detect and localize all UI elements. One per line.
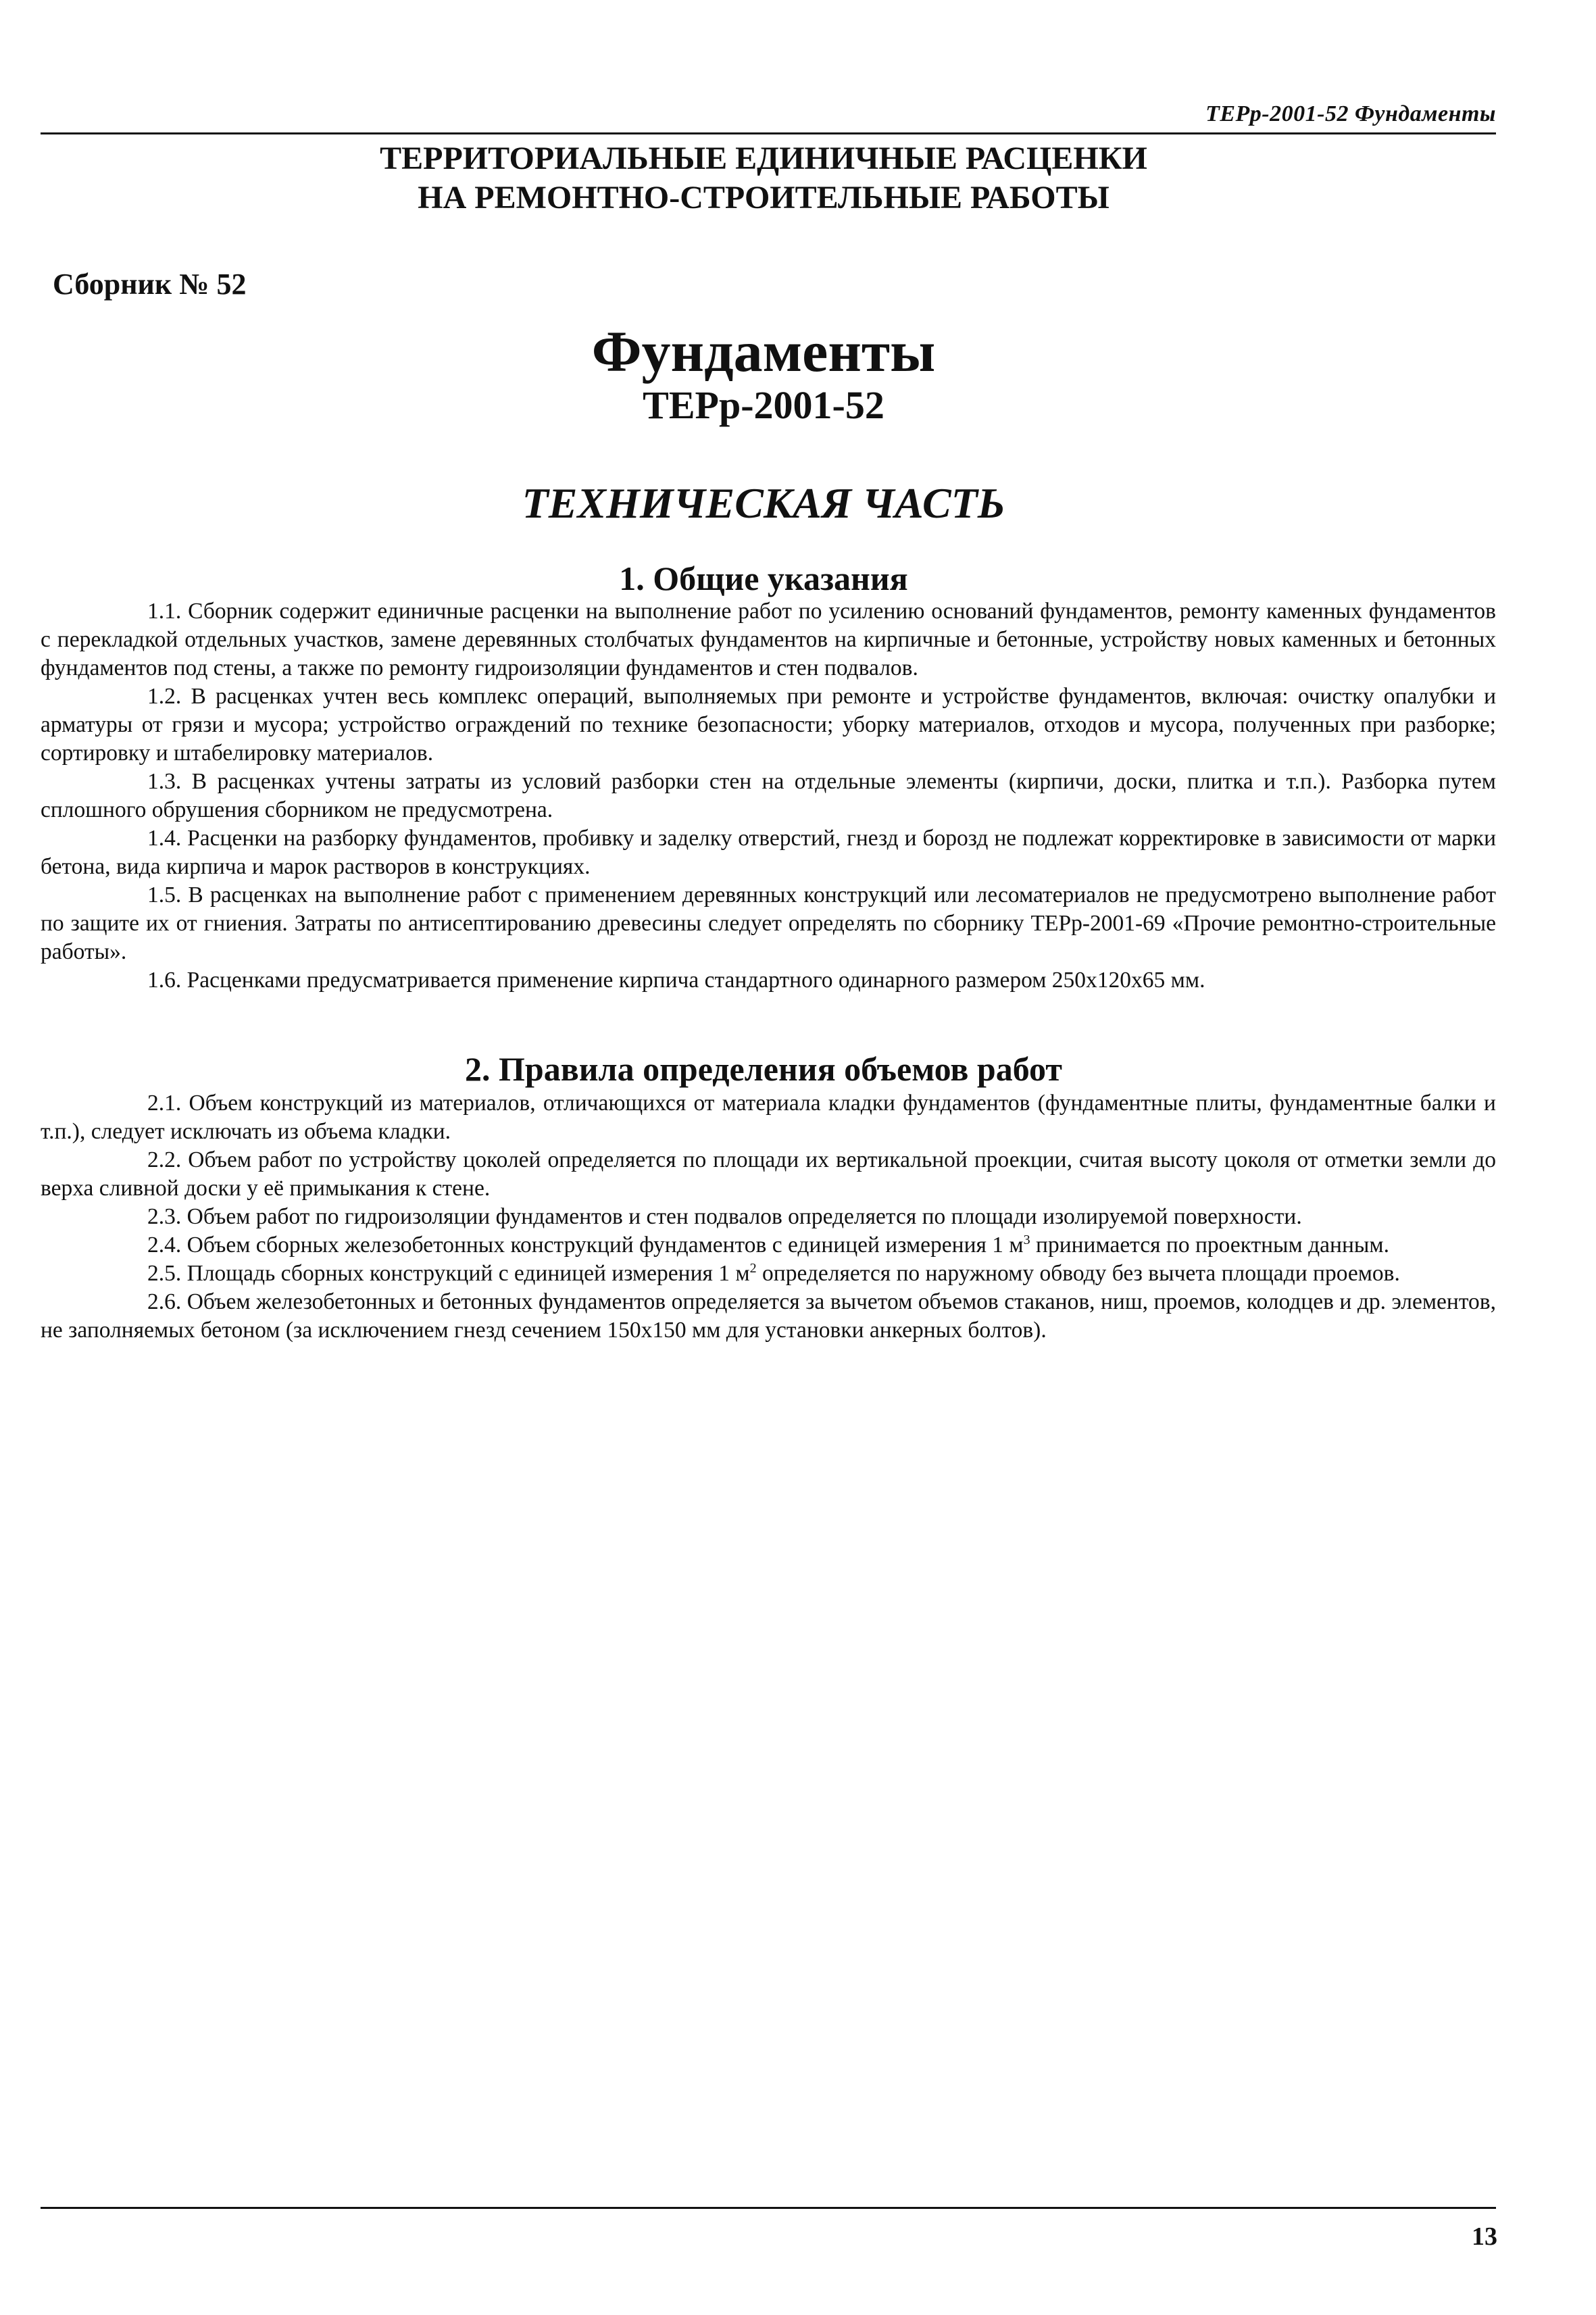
technical-part-heading: ТЕХНИЧЕСКАЯ ЧАСТЬ (522, 479, 1005, 527)
paragraph-1-6: 1.6. Расценками предусматривается применение кирпича стандартного одинарного размером 250x120x65 мм. (147, 968, 1205, 993)
footer-rule (41, 2207, 1496, 2209)
paragraph-2-6: 2.6. Объем железобетонных и бетонных фундаментов определяется за вычетом объемов стаканов, ниш, проемов, колодцев и др. элементов, не заполняемых бетоном (за исключением гнезд сечением 150x150 мм для установки анкерных болтов). (41, 1289, 1496, 1343)
section2-body (41, 1089, 1496, 1345)
section1-body (41, 597, 1496, 995)
paragraph-2-2: 2.2. Объем работ по устройству цоколей определяется по площади их вертикальной проекции, считая высоту цоколя от отметки земли до верха сливной доски у её примыкания к стене. (41, 1147, 1496, 1201)
paragraph-2-5-text-end: определяется по наружному обводу без вычета площади проемов. (756, 1261, 1400, 1286)
paragraph-2-5-superscript: 2 (749, 1261, 757, 1276)
paragraph-2-4 (41, 1231, 1496, 1260)
paragraph-1-4: 1.4. Расценки на разборку фундаментов, пробивку и заделку отверстий, гнезд и борозд не подлежат корректировке в зависимости от марки бетона, вида кирпича и марок растворов в конструкциях. (41, 826, 1496, 879)
section2-heading: 2. Правила определения объемов работ (465, 1050, 1062, 1088)
section1-heading: 1. Общие указания (619, 559, 908, 597)
paragraph-2-1: 2.1. Объем конструкций из материалов, отличающихся от материала кладки фундаментов (фундаментные плиты, фундаментные балки и т.п.), следует исключать из объема кладки. (41, 1091, 1496, 1144)
collection-number: Сборник № 52 (53, 268, 247, 301)
paragraph-1-3: 1.3. В расценках учтены затраты из условий разборки стен на отдельные элементы (кирпичи, доски, плитка и т.п.). Разборка путем сплошного обрушения сборником не предусмотрена. (41, 769, 1496, 822)
paragraph-2-4-text-end: принимается по проектным данным. (1030, 1233, 1389, 1258)
running-header: ТЕРр-2001-52 Фундаменты (1205, 101, 1496, 126)
paragraph-2-3: 2.3. Объем работ по гидроизоляции фундаментов и стен подвалов определяется по площади изолируемой поверхности. (147, 1204, 1302, 1229)
page-number: 13 (1472, 2222, 1497, 2251)
document-title (0, 139, 1527, 218)
paragraph-2-5-text: 2.5. Площадь сборных конструкций с единицей измерения 1 м (147, 1261, 750, 1286)
paragraph-1-1: 1.1. Сборник содержит единичные расценки на выполнение работ по усилению оснований фундаментов, ремонту каменных фундаментов с перекладкой отдельных участков, замене деревянных столбчатых фундаментов на кирпичные и бетонные, устройству новых каменных и бетонных фундаментов под стены, а также по ремонту гидроизоляции фундаментов и стен подвалов. (41, 599, 1496, 680)
section-title: Фундаменты (591, 319, 936, 384)
paragraph-2-4-superscript: 3 (1023, 1233, 1030, 1247)
document-title-line1: ТЕРРИТОРИАЛЬНЫЕ ЕДИНИЧНЫЕ РАСЦЕНКИ (380, 141, 1147, 176)
paragraph-2-5 (41, 1260, 1496, 1288)
paragraph-1-2: 1.2. В расценках учтен весь комплекс операций, выполняемых при ремонте и устройстве фундаментов, включая: очистку опалубки и арматуры от грязи и мусора; устройство ограждений по технике безопасности; уборку материалов, отходов и мусора, полученных при разборке; сортировку и штабелировку материалов. (41, 684, 1496, 766)
paragraph-1-5: 1.5. В расценках на выполнение работ с применением деревянных конструкций или лесоматериалов не предусмотрено выполнение работ по защите их от гниения. Затраты по антисептированию древесины следует определять по сборнику ТЕРр-2001-69 «Прочие ремонтно-строительные работы». (41, 882, 1496, 964)
header-rule (41, 132, 1496, 134)
document-title-line2: НА РЕМОНТНО-СТРОИТЕЛЬНЫЕ РАБОТЫ (418, 180, 1109, 216)
paragraph-2-4-text: 2.4. Объем сборных железобетонных конструкций фундаментов с единицей измерения 1 м (147, 1233, 1024, 1258)
section-code: ТЕРр-2001-52 (643, 383, 884, 427)
